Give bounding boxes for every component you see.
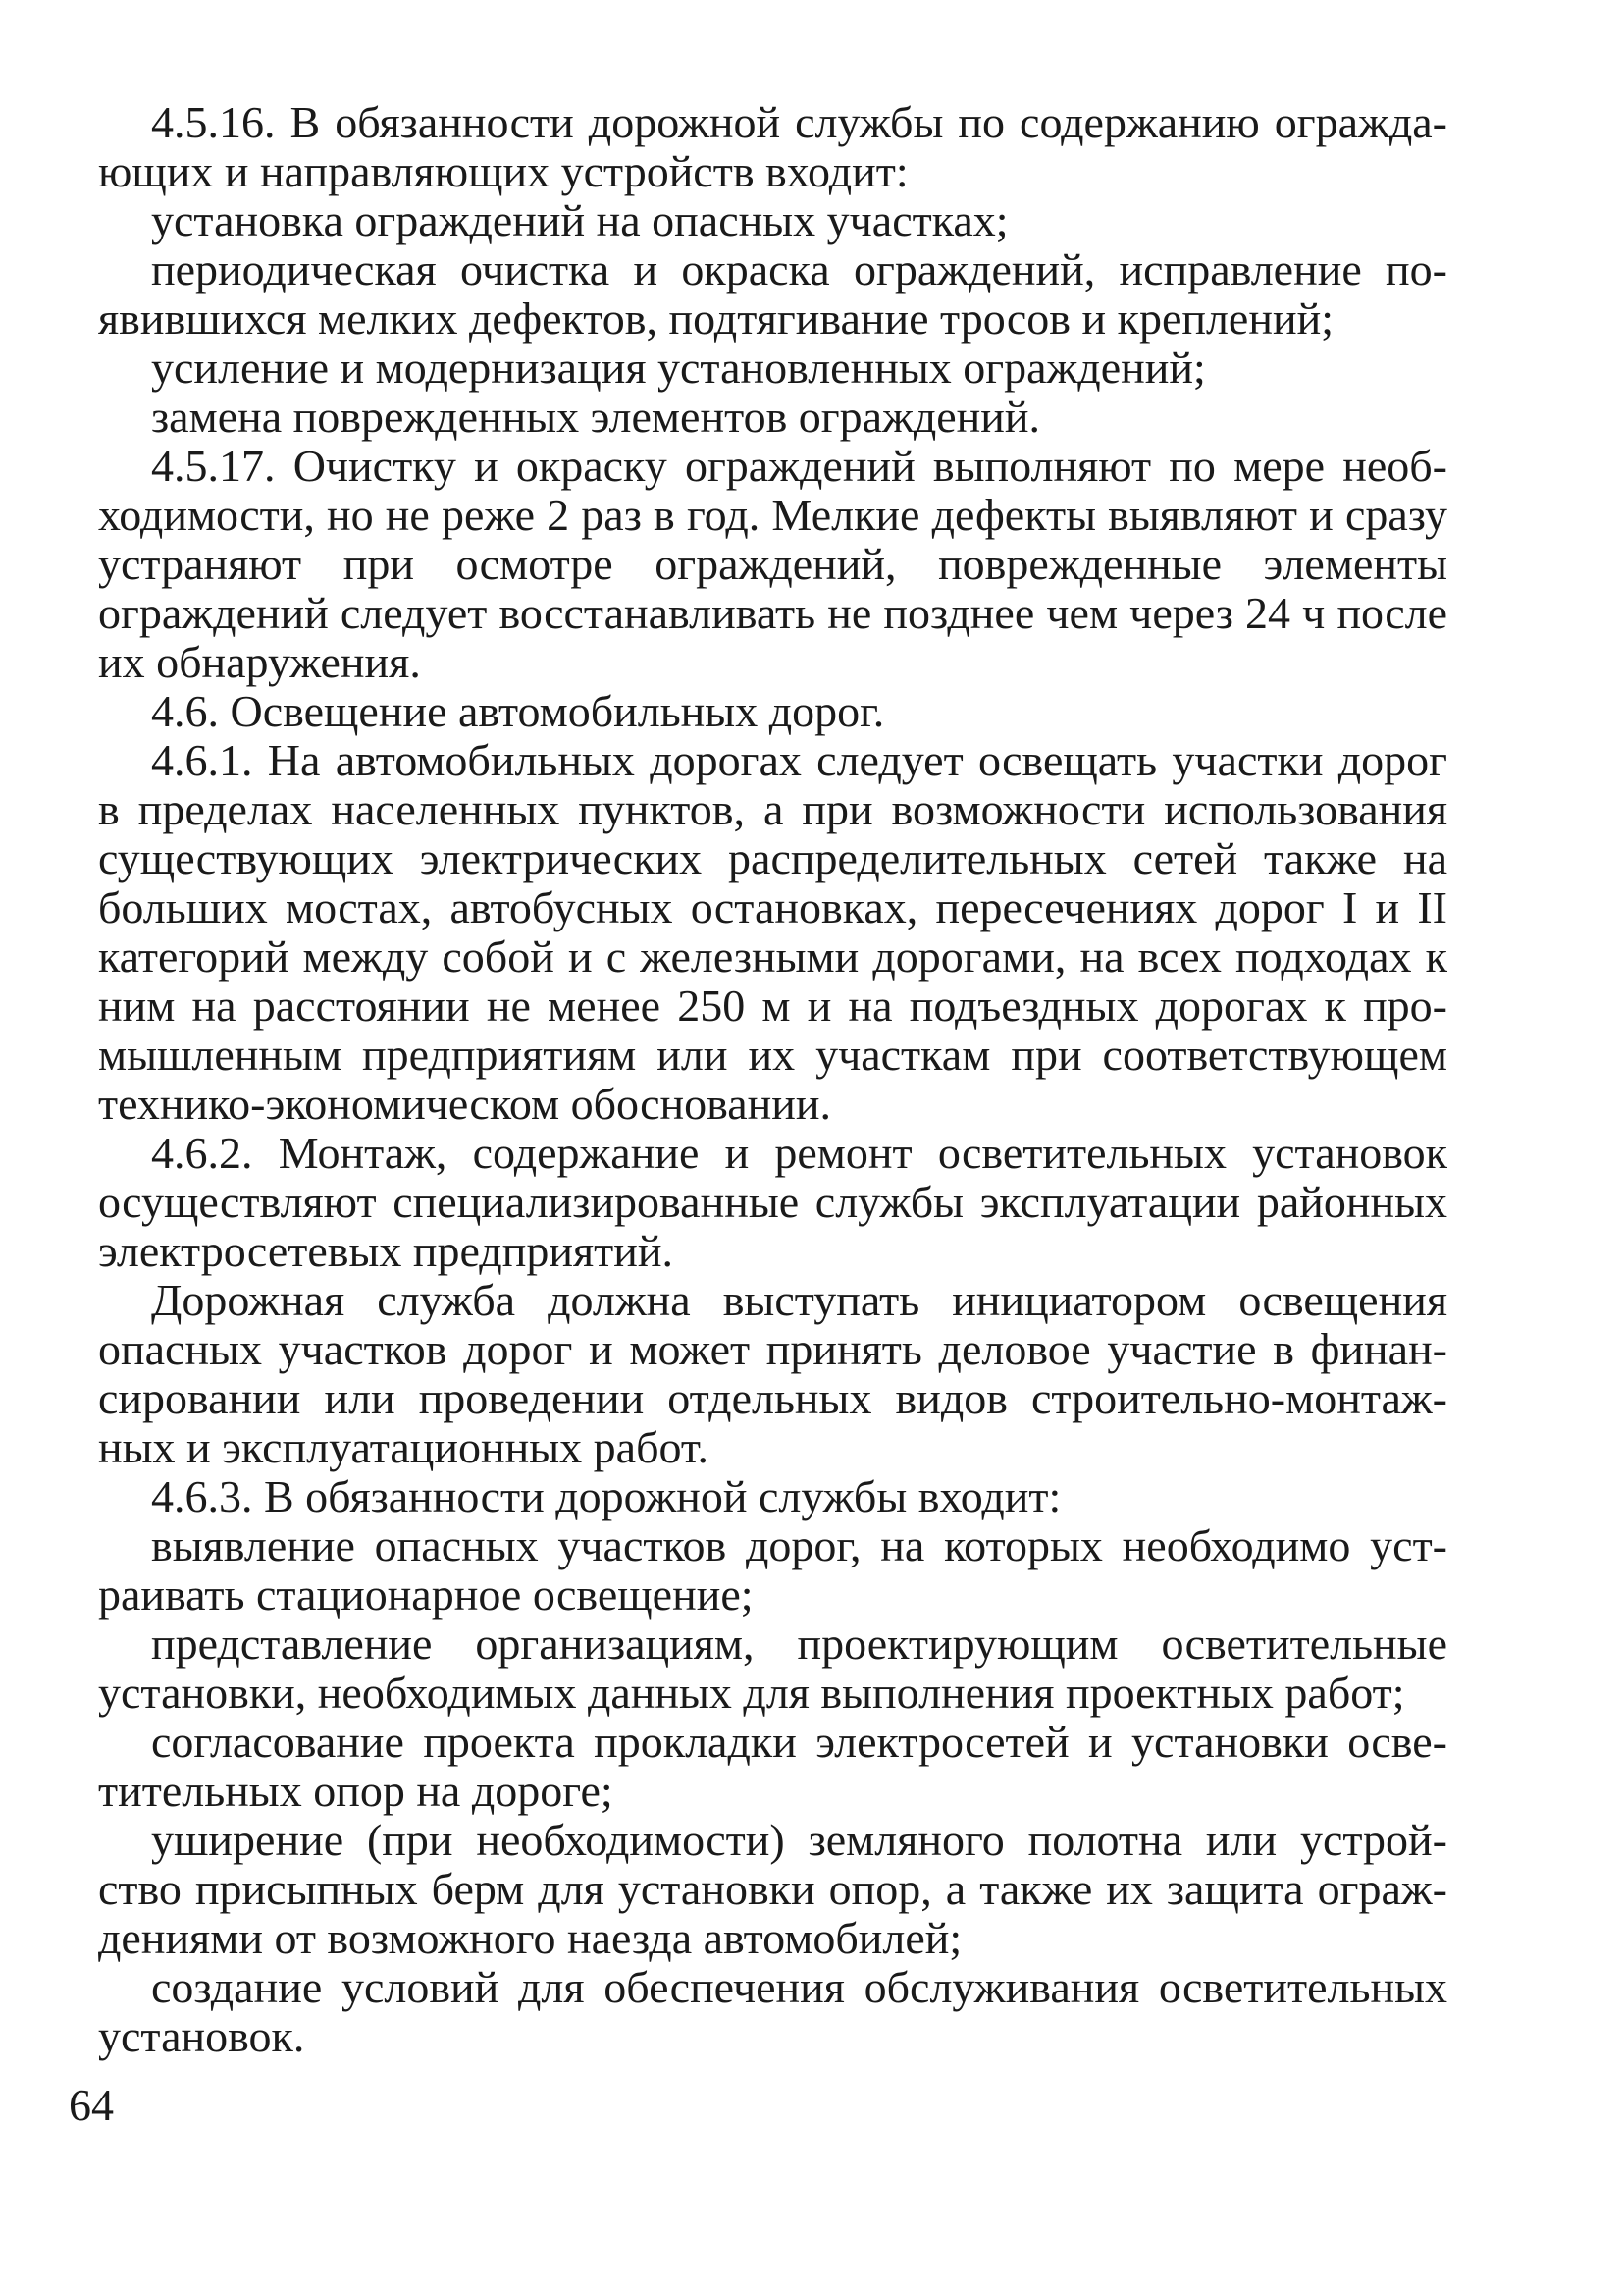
- paragraph-4-5-17: 4.5.17. Очистку и окраску ограждений выполняют по мере необ-ходимости, но не реже 2 раз в год. Мелкие дефекты выявляют и сразу устраняют при осмотре ограждений, поврежденные элементы ограждений следует восстанавливать не позднее чем через 24 ч после их обнаружения.: [98, 441, 1447, 687]
- list-item-widening: уширение (при необходимости) земляного полотна или устрой-ство присыпных берм для установки опор, а также их защита ограж-дениями от возможного наезда автомобилей;: [98, 1815, 1447, 1963]
- paragraph-4-6-1: 4.6.1. На автомобильных дорогах следует освещать участки дорог в пределах населенных пунктов, а при возможности использования существующих электрических распределительных сетей также на больших мостах, автобусных остановках, пересечениях дорог I и II категорий между собой и с железными дорогами, на всех подходах к ним на расстоянии не менее 250 м и на подъездных дорогах к про-мышленным предприятиям или их участкам при соответствующем технико-экономическом обосновании.: [98, 735, 1447, 1129]
- list-item-approve-project: согласование проекта прокладки электросетей и установки осве-тительных опор на дороге;: [98, 1717, 1447, 1816]
- list-item-replacement: замена поврежденных элементов ограждений.: [151, 392, 1041, 442]
- paragraph-4-5-16: 4.5.16. В обязанности дорожной службы по содержанию огражда-ющих и направляющих устройств входит:: [98, 97, 1447, 196]
- list-item-identify-dangerous-sections: выявление опасных участков дорог, на которых необходимо уст-раивать стационарное освещение;: [98, 1520, 1447, 1620]
- list-item-periodic-cleaning: периодическая очистка и окраска ограждений, исправление по-явившихся мелких дефектов, подтягивание тросов и креплений;: [98, 244, 1447, 344]
- list-item-provide-data: представление организациям, проектирующим осветительные установки, необходимых данных для выполнения проектных работ;: [98, 1619, 1447, 1718]
- paragraph-road-service-initiator: Дорожная служба должна выступать инициатором освещения опасных участков дорог и может принять деловое участие в финан-сировании или проведении отдельных видов строительно-монтаж-ных и эксплуатационных работ.: [98, 1275, 1447, 1472]
- body-text: [98, 98, 1447, 2061]
- list-item-maintenance-conditions: создание условий для обеспечения обслуживания осветительных установок.: [98, 1962, 1447, 2061]
- list-item-barrier-installation: установка ограждений на опасных участках;: [151, 195, 1009, 245]
- paragraph-4-6-3: 4.6.3. В обязанности дорожной службы входит:: [151, 1471, 1062, 1521]
- list-item-strengthening: усиление и модернизация установленных ограждений;: [151, 343, 1206, 393]
- paragraph-4-6-2: 4.6.2. Монтаж, содержание и ремонт осветительных установок осуществляют специализированные службы эксплуатации районных электросетевых предприятий.: [98, 1128, 1447, 1276]
- page-number: 64: [69, 2080, 114, 2130]
- section-heading-4-6: 4.6. Освещение автомобильных дорог.: [151, 686, 885, 736]
